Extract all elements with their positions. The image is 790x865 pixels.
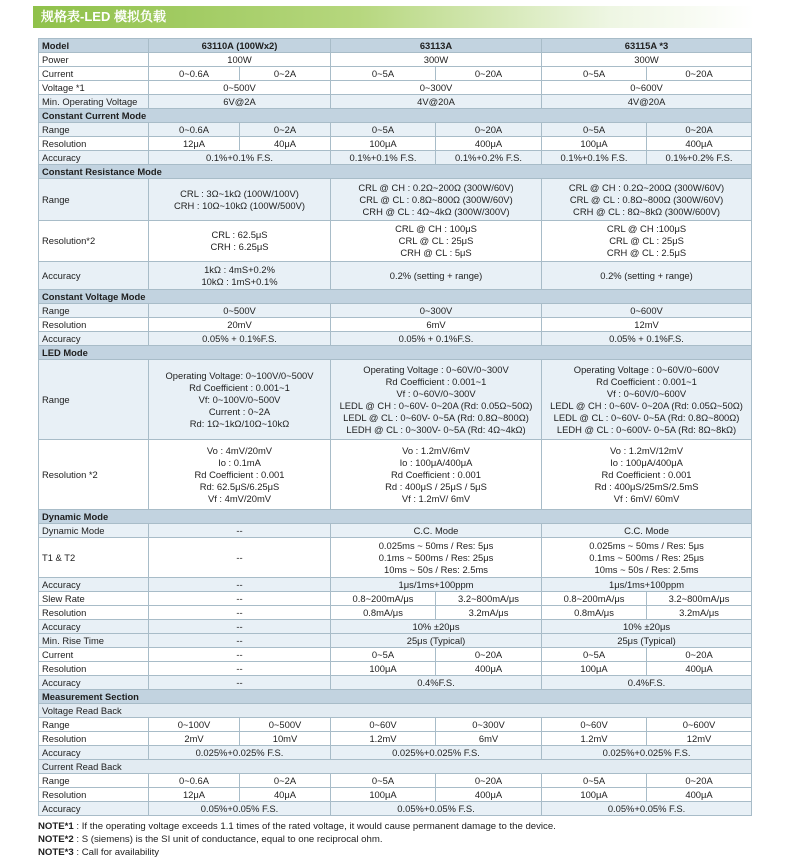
cell: -- bbox=[149, 524, 331, 538]
cell: 0.025%+0.025% F.S. bbox=[331, 746, 542, 760]
dyn-resolution-row bbox=[39, 606, 752, 620]
cell: 12mV bbox=[542, 318, 752, 332]
cell: 0~0.6A bbox=[149, 774, 240, 788]
cell: 3.2mA/μs bbox=[436, 606, 542, 620]
section-title: LED Mode bbox=[39, 346, 752, 360]
row-label: Resolution *2 bbox=[39, 440, 149, 510]
cell: 0~5A bbox=[542, 67, 647, 81]
cell bbox=[542, 360, 752, 440]
page-banner: 规格表-LED 模拟负载 bbox=[33, 6, 755, 28]
cell bbox=[149, 440, 331, 510]
cell-line: Rd : 400μS / 25μS / 5μS bbox=[385, 480, 487, 492]
model-63115a: 63115A *3 bbox=[542, 39, 752, 53]
cell: 100μA bbox=[542, 788, 647, 802]
cell: 0.8mA/μs bbox=[542, 606, 647, 620]
cell-line: Rd Coefficient : 0.001 bbox=[194, 468, 285, 480]
cell-line: 0.025ms ~ 50ms / Res: 5μs bbox=[589, 539, 704, 551]
cell: 100μA bbox=[542, 662, 647, 676]
cell: 12mV bbox=[647, 732, 752, 746]
cell-line: LEDL @ CH : 0~60V- 0~20A (Rd: 0.05Ω~50Ω) bbox=[339, 399, 533, 411]
cell-line: CRL @ CH : 100μS bbox=[395, 223, 477, 234]
notes bbox=[38, 820, 556, 859]
cell: 0~60V bbox=[542, 718, 647, 732]
cell: 300W bbox=[331, 53, 542, 67]
cell: 0.8~200mA/μs bbox=[542, 592, 647, 606]
row-label: Resolution bbox=[39, 318, 149, 332]
cell: 0~20A bbox=[436, 774, 542, 788]
v-accuracy-row bbox=[39, 746, 752, 760]
cell: 40μA bbox=[240, 788, 331, 802]
cell-line: Current : 0~2A bbox=[208, 405, 271, 417]
cell-line: Operating Voltage : 0~60V/0~300V bbox=[363, 363, 509, 375]
cell: 0~5A bbox=[331, 67, 436, 81]
cell: 0~2A bbox=[240, 67, 331, 81]
cell-line: CRL @ CL : 25μS bbox=[398, 235, 474, 246]
cell bbox=[149, 221, 331, 262]
header-label: Model bbox=[39, 39, 149, 53]
cell: -- bbox=[149, 606, 331, 620]
cell-line: Rd: 62.5μS/6.25μS bbox=[199, 480, 280, 492]
cell: 0.8mA/μs bbox=[331, 606, 436, 620]
note-3 bbox=[38, 846, 556, 859]
voltage-row bbox=[39, 81, 752, 95]
c-resolution-row bbox=[39, 788, 752, 802]
voltage-readback-row bbox=[39, 704, 752, 718]
min-voltage-row bbox=[39, 95, 752, 109]
cell bbox=[331, 538, 542, 578]
cell: 300W bbox=[542, 53, 752, 67]
cell: 25μs (Typical) bbox=[331, 634, 542, 648]
cell-line: Operating Voltage: 0~100V/0~500V bbox=[165, 369, 314, 381]
cell bbox=[542, 221, 752, 262]
cell-line: Vf: 0~100V/0~500V bbox=[198, 393, 281, 405]
c-range-row bbox=[39, 774, 752, 788]
power-row bbox=[39, 53, 752, 67]
cv-accuracy-row bbox=[39, 332, 752, 346]
cell: 0.05%+0.05% F.S. bbox=[149, 802, 331, 816]
cell: 0~20A bbox=[436, 67, 542, 81]
cell: 3.2~800mA/μs bbox=[647, 592, 752, 606]
cell: 0~20A bbox=[647, 774, 752, 788]
cell: 0.05%+0.05% F.S. bbox=[542, 802, 752, 816]
cell-line: Rd Coefficient : 0.001~1 bbox=[385, 375, 487, 387]
cell-line: CRL @ CH :100μS bbox=[606, 223, 687, 234]
cell-line: LEDH @ CL : 0~600V- 0~5A (Rd: 8Ω~8kΩ) bbox=[556, 423, 737, 435]
cell: 0~20A bbox=[647, 648, 752, 662]
cell: 10% ±20μs bbox=[542, 620, 752, 634]
cr-accuracy-row bbox=[39, 262, 752, 290]
cell bbox=[542, 538, 752, 578]
cell: 0.4%F.S. bbox=[331, 676, 542, 690]
cell bbox=[331, 221, 542, 262]
cell-line: Io : 0.1mA bbox=[218, 456, 261, 468]
cell: 0.025%+0.025% F.S. bbox=[149, 746, 331, 760]
cell-line: Vf : 6mV/ 60mV bbox=[613, 492, 680, 504]
cell-line: Vf : 1.2mV/ 6mV bbox=[401, 492, 471, 504]
section-dynamic bbox=[39, 510, 752, 524]
model-63113a: 63113A bbox=[331, 39, 542, 53]
section-cc bbox=[39, 109, 752, 123]
cell-line: Rd : 400μS/25mS/2.5mS bbox=[594, 480, 699, 492]
cell: 3.2~800mA/μs bbox=[436, 592, 542, 606]
cell: 100μA bbox=[331, 788, 436, 802]
cell: 6mV bbox=[436, 732, 542, 746]
cell-line: CRL @ CL : 0.8Ω~800Ω (300W/60V) bbox=[359, 193, 513, 205]
cell: 0~60V bbox=[331, 718, 436, 732]
section-led bbox=[39, 346, 752, 360]
dyn-accuracy2-row bbox=[39, 620, 752, 634]
cell: 0~2A bbox=[240, 123, 331, 137]
cell: 0~5A bbox=[331, 774, 436, 788]
cell-line: LEDH @ CL : 0~300V- 0~5A (Rd: 4Ω~4kΩ) bbox=[346, 423, 526, 435]
cell bbox=[149, 262, 331, 290]
cell-line: Operating Voltage : 0~60V/0~600V bbox=[573, 363, 720, 375]
cell-line: CRL @ CL : 25μS bbox=[609, 235, 684, 246]
cell: 0.1%+0.2% F.S. bbox=[436, 151, 542, 165]
row-label: Range bbox=[39, 123, 149, 137]
cell-line: Io : 100μA/400μA bbox=[610, 456, 683, 468]
cell: 400μA bbox=[436, 137, 542, 151]
cell: 1.2mV bbox=[542, 732, 647, 746]
row-label: Accuracy bbox=[39, 676, 149, 690]
cell: C.C. Mode bbox=[542, 524, 752, 538]
note-text: : S (siemens) is the SI unit of conductance, equal to one reciprocal ohm. bbox=[73, 834, 383, 845]
cell: 0.1%+0.1% F.S. bbox=[542, 151, 647, 165]
cell: -- bbox=[149, 648, 331, 662]
cell-line: Vf : 4mV/20mV bbox=[207, 492, 272, 504]
cell: 100μA bbox=[542, 137, 647, 151]
cell-line: LEDL @ CL : 0~60V- 0~5A (Rd: 0.8Ω~800Ω) bbox=[343, 411, 529, 423]
cell: -- bbox=[149, 662, 331, 676]
note-tag: NOTE*1 bbox=[38, 821, 74, 832]
cell: 3.2mA/μs bbox=[647, 606, 752, 620]
cell-line: 10kΩ : 1mS+0.1% bbox=[201, 275, 278, 287]
cell: 0~0.6A bbox=[149, 67, 240, 81]
section-title: Dynamic Mode bbox=[39, 510, 752, 524]
model-63110a: 63110A (100Wx2) bbox=[149, 39, 331, 53]
cell: 100μA bbox=[331, 137, 436, 151]
cell bbox=[331, 179, 542, 221]
cell: 0.1%+0.2% F.S. bbox=[647, 151, 752, 165]
section-cr bbox=[39, 165, 752, 179]
dyn-resolution2-row bbox=[39, 662, 752, 676]
cc-range-row bbox=[39, 123, 752, 137]
section-title: Constant Voltage Mode bbox=[39, 290, 752, 304]
subsection-title: Current Read Back bbox=[39, 760, 752, 774]
cell: 0~600V bbox=[542, 304, 752, 318]
cell-line: Vo : 1.2mV/12mV bbox=[610, 444, 683, 456]
spec-table bbox=[38, 38, 752, 816]
cell: 0~20A bbox=[647, 67, 752, 81]
row-label: Resolution bbox=[39, 137, 149, 151]
cell-line: 10ms ~ 50s / Res: 2.5ms bbox=[384, 563, 488, 575]
dyn-accuracy-row bbox=[39, 578, 752, 592]
cell: 0.4%F.S. bbox=[542, 676, 752, 690]
row-label: T1 & T2 bbox=[39, 538, 149, 578]
cell: 0.05%+0.05% F.S. bbox=[331, 802, 542, 816]
cell: 0~300V bbox=[436, 718, 542, 732]
row-label: Range bbox=[39, 304, 149, 318]
cell: 2mV bbox=[149, 732, 240, 746]
cell-line: CRL @ CH : 0.2Ω~200Ω (300W/60V) bbox=[568, 181, 725, 193]
cell: 0~600V bbox=[647, 718, 752, 732]
cell: C.C. Mode bbox=[331, 524, 542, 538]
cell: 40μA bbox=[240, 137, 331, 151]
row-label: Accuracy bbox=[39, 802, 149, 816]
row-label: Accuracy bbox=[39, 578, 149, 592]
row-label: Accuracy bbox=[39, 151, 149, 165]
cell: 100W bbox=[149, 53, 331, 67]
cell: 0.05% + 0.1%F.S. bbox=[149, 332, 331, 346]
cc-resolution-row bbox=[39, 137, 752, 151]
row-label: Accuracy bbox=[39, 262, 149, 290]
row-label: Range bbox=[39, 360, 149, 440]
cell: 0~20A bbox=[436, 123, 542, 137]
section-title: Measurement Section bbox=[39, 690, 752, 704]
row-label: Range bbox=[39, 179, 149, 221]
cell: -- bbox=[149, 634, 331, 648]
cell: 0~5A bbox=[542, 774, 647, 788]
cell-line: Vf : 0~60V/0~300V bbox=[396, 387, 476, 399]
dyn-current-row bbox=[39, 648, 752, 662]
cell-line: CRL : 3Ω~1kΩ (100W/100V) bbox=[180, 187, 299, 199]
row-label: Resolution bbox=[39, 606, 149, 620]
cell: 0~20A bbox=[436, 648, 542, 662]
cell: 0.05% + 0.1%F.S. bbox=[331, 332, 542, 346]
cell: 12μA bbox=[149, 137, 240, 151]
cell: 0~0.6A bbox=[149, 123, 240, 137]
cell: 1.2mV bbox=[331, 732, 436, 746]
cell bbox=[331, 440, 542, 510]
cell: 400μA bbox=[647, 137, 752, 151]
cc-accuracy-row bbox=[39, 151, 752, 165]
cell: 1μs/1ms+100ppm bbox=[331, 578, 542, 592]
current-row bbox=[39, 67, 752, 81]
cell: 100μA bbox=[331, 662, 436, 676]
row-label: Min. Rise Time bbox=[39, 634, 149, 648]
note-2 bbox=[38, 833, 556, 846]
cell-line: Vo : 1.2mV/6mV bbox=[402, 444, 470, 456]
cell-line: Io : 100μA/400μA bbox=[399, 456, 473, 468]
cell-line: CRH @ CL : 2.5μS bbox=[606, 247, 687, 258]
c-accuracy-row bbox=[39, 802, 752, 816]
dyn-rise-row bbox=[39, 634, 752, 648]
cell: 0~600V bbox=[542, 81, 752, 95]
cell: 400μA bbox=[436, 788, 542, 802]
cell-line: 10ms ~ 50s / Res: 2.5ms bbox=[594, 563, 699, 575]
note-1 bbox=[38, 820, 556, 833]
cr-resolution-row bbox=[39, 221, 752, 262]
row-label: Dynamic Mode bbox=[39, 524, 149, 538]
cell: 1μs/1ms+100ppm bbox=[542, 578, 752, 592]
header-row bbox=[39, 39, 752, 53]
cell: 0~5A bbox=[331, 123, 436, 137]
cv-range-row bbox=[39, 304, 752, 318]
cell-line: Rd Coefficient : 0.001~1 bbox=[596, 375, 697, 387]
cell-line: CRH @ CL : 5μS bbox=[400, 247, 472, 258]
cell-line: CRH @ CL : 8Ω~8kΩ (300W/600V) bbox=[573, 205, 720, 217]
cell bbox=[331, 360, 542, 440]
note-tag: NOTE*2 bbox=[38, 834, 74, 845]
cell: 20mV bbox=[149, 318, 331, 332]
cell-line: CRH @ CL : 4Ω~4kΩ (300W/300V) bbox=[362, 205, 510, 217]
dyn-mode-row bbox=[39, 524, 752, 538]
cell: 0.1%+0.1% F.S. bbox=[149, 151, 331, 165]
cell: 0~5A bbox=[542, 648, 647, 662]
section-cv bbox=[39, 290, 752, 304]
cell-line: CRL @ CH : 0.2Ω~200Ω (300W/60V) bbox=[358, 181, 514, 193]
cell: 10% ±20μs bbox=[331, 620, 542, 634]
note-text: : Call for availability bbox=[73, 847, 160, 858]
cell: -- bbox=[149, 620, 331, 634]
cell bbox=[149, 179, 331, 221]
led-resolution-row bbox=[39, 440, 752, 510]
row-label: Range bbox=[39, 718, 149, 732]
cell-line: CRH : 6.25μS bbox=[210, 241, 269, 252]
cell-line: Vo : 4mV/20mV bbox=[206, 444, 273, 456]
cell: -- bbox=[149, 676, 331, 690]
cell: -- bbox=[149, 538, 331, 578]
cell: 0~500V bbox=[149, 81, 331, 95]
cell: 0~300V bbox=[331, 304, 542, 318]
cell: 12μA bbox=[149, 788, 240, 802]
cell-line: Rd: 1Ω~1kΩ/10Ω~10kΩ bbox=[189, 417, 290, 429]
cell-line: 0.025ms ~ 50ms / Res: 5μs bbox=[378, 539, 494, 551]
cell: -- bbox=[149, 592, 331, 606]
cell: 0.05% + 0.1%F.S. bbox=[542, 332, 752, 346]
cell: 0~500V bbox=[240, 718, 331, 732]
row-label: Accuracy bbox=[39, 746, 149, 760]
cell: -- bbox=[149, 578, 331, 592]
row-label: Min. Operating Voltage bbox=[39, 95, 149, 109]
cell: 0~100V bbox=[149, 718, 240, 732]
cell: 6V@2A bbox=[149, 95, 331, 109]
row-label: Range bbox=[39, 774, 149, 788]
note-text: : If the operating voltage exceeds 1.1 times of the rated voltage, it would cause permanent damage to the device. bbox=[73, 821, 556, 832]
cell: 0.8~200mA/μs bbox=[331, 592, 436, 606]
section-measurement bbox=[39, 690, 752, 704]
cv-resolution-row bbox=[39, 318, 752, 332]
cell-line: Rd Coefficient : 0.001 bbox=[391, 468, 481, 480]
section-title: Constant Resistance Mode bbox=[39, 165, 752, 179]
cell: 0.2% (setting + range) bbox=[542, 262, 752, 290]
cell: 0~20A bbox=[647, 123, 752, 137]
cell-line: CRL : 62.5μS bbox=[211, 229, 268, 240]
cell: 400μA bbox=[647, 662, 752, 676]
cell-line: Vf : 0~60V/0~600V bbox=[606, 387, 687, 399]
cell-line: LEDL @ CH : 0~60V- 0~20A (Rd: 0.05Ω~50Ω) bbox=[550, 399, 743, 411]
cell-line: Rd Coefficient : 0.001 bbox=[601, 468, 692, 480]
cell: 25μs (Typical) bbox=[542, 634, 752, 648]
dyn-accuracy3-row bbox=[39, 676, 752, 690]
cell: 0.1%+0.1% F.S. bbox=[331, 151, 436, 165]
cell: 400μA bbox=[647, 788, 752, 802]
row-label: Resolution bbox=[39, 788, 149, 802]
current-readback-row bbox=[39, 760, 752, 774]
dyn-t1t2-row bbox=[39, 538, 752, 578]
cr-range-row bbox=[39, 179, 752, 221]
cell-line: LEDL @ CL : 0~60V- 0~5A (Rd: 0.8Ω~800Ω) bbox=[553, 411, 740, 423]
row-label: Resolution bbox=[39, 732, 149, 746]
cell-line: CRL @ CL : 0.8Ω~800Ω (300W/60V) bbox=[569, 193, 724, 205]
cell-line: CRH : 10Ω~10kΩ (100W/500V) bbox=[174, 199, 305, 211]
cell-line: 0.1ms ~ 500ms / Res: 25μs bbox=[378, 551, 494, 563]
row-label: Current bbox=[39, 67, 149, 81]
cell: 0.2% (setting + range) bbox=[331, 262, 542, 290]
cell: 6mV bbox=[331, 318, 542, 332]
cell: 4V@20A bbox=[331, 95, 542, 109]
row-label: Resolution bbox=[39, 662, 149, 676]
cell-line: Rd Coefficient : 0.001~1 bbox=[189, 381, 290, 393]
row-label: Accuracy bbox=[39, 332, 149, 346]
cell: 0~5A bbox=[542, 123, 647, 137]
cell: 0~2A bbox=[240, 774, 331, 788]
row-label: Slew Rate bbox=[39, 592, 149, 606]
cell-line: 0.1ms ~ 500ms / Res: 25μs bbox=[589, 551, 704, 563]
cell-line: 1kΩ : 4mS+0.2% bbox=[204, 263, 275, 275]
cell: 0~5A bbox=[331, 648, 436, 662]
row-label: Resolution*2 bbox=[39, 221, 149, 262]
v-range-row bbox=[39, 718, 752, 732]
cell: 0~300V bbox=[331, 81, 542, 95]
cell: 400μA bbox=[436, 662, 542, 676]
row-label: Accuracy bbox=[39, 620, 149, 634]
section-title: Constant Current Mode bbox=[39, 109, 752, 123]
cell: 10mV bbox=[240, 732, 331, 746]
row-label: Voltage *1 bbox=[39, 81, 149, 95]
cell: 0~500V bbox=[149, 304, 331, 318]
dyn-slew-row bbox=[39, 592, 752, 606]
cell bbox=[542, 440, 752, 510]
v-resolution-row bbox=[39, 732, 752, 746]
row-label: Current bbox=[39, 648, 149, 662]
note-tag: NOTE*3 bbox=[38, 847, 74, 858]
subsection-title: Voltage Read Back bbox=[39, 704, 752, 718]
led-range-row bbox=[39, 360, 752, 440]
cell: 4V@20A bbox=[542, 95, 752, 109]
cell bbox=[542, 179, 752, 221]
cell bbox=[149, 360, 331, 440]
cell: 0.025%+0.025% F.S. bbox=[542, 746, 752, 760]
row-label: Power bbox=[39, 53, 149, 67]
